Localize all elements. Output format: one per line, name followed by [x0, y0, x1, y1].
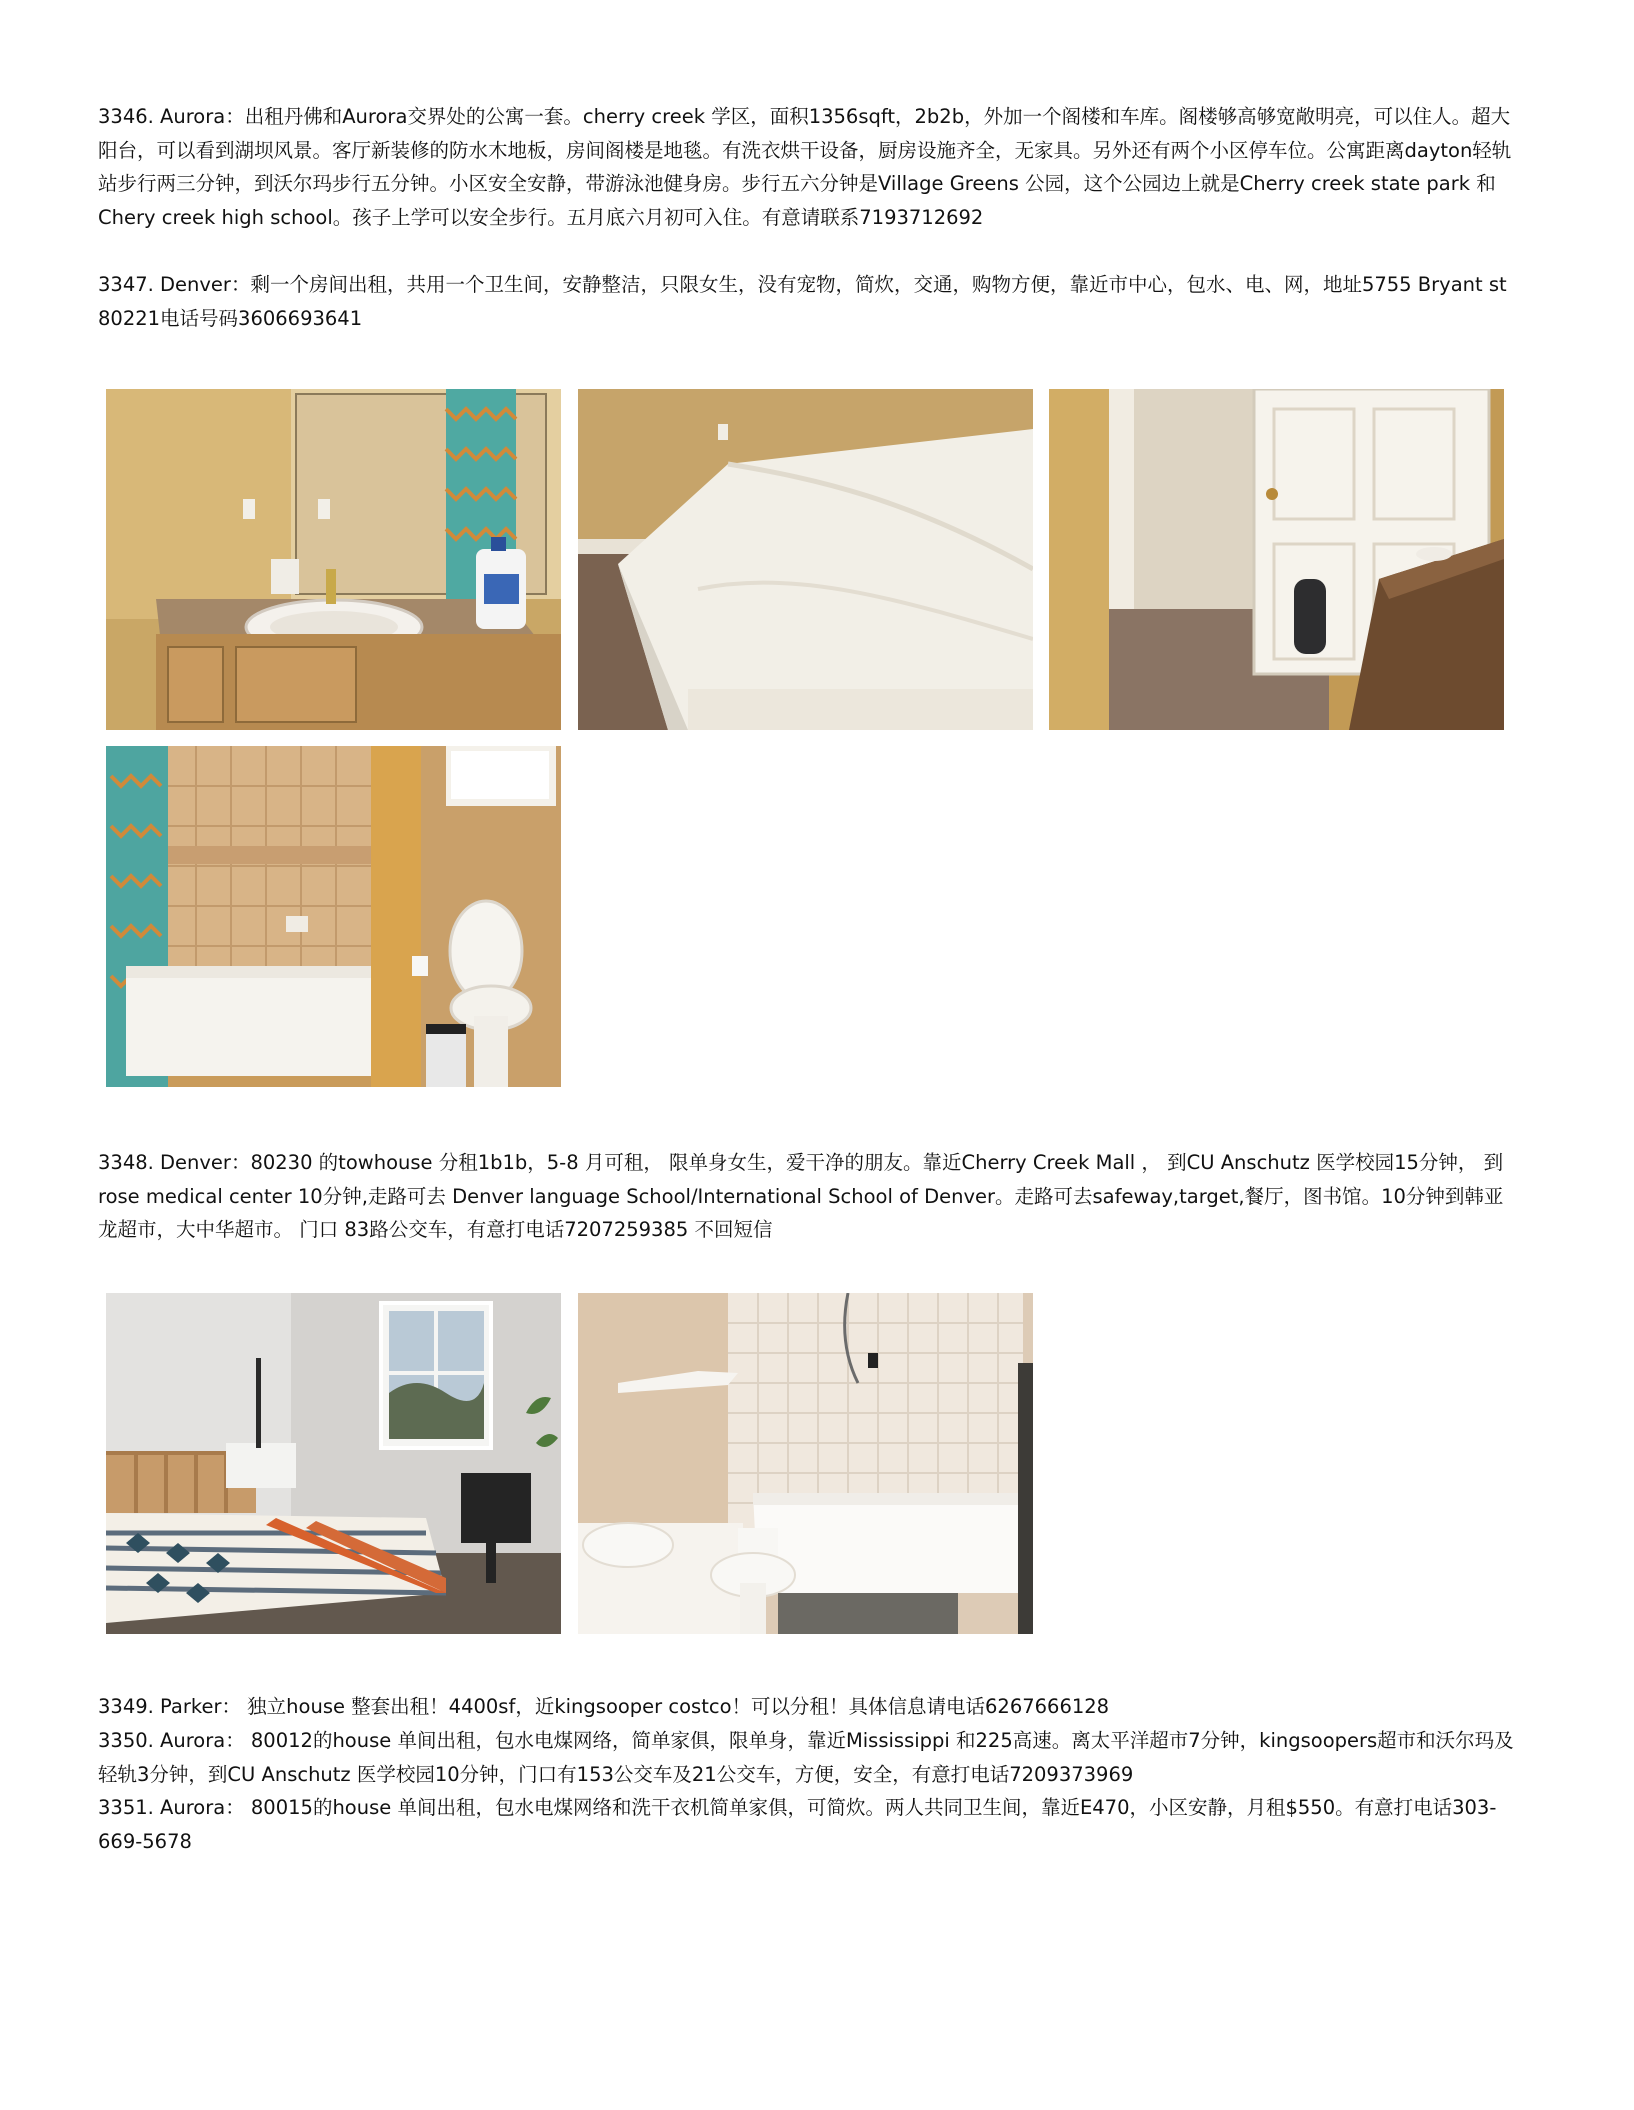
photo-bed — [578, 389, 1033, 730]
listing-3348: 3348. Denver：80230 的towhouse 分租1b1b，5-8 月可租， 限单身女生，爱干净的朋友。靠近Cherry Creek Mall ， 到CU Anschutz 医学校园15分钟， 到rose medical center 10分钟,走路可去 Denver language School/International School of Denver。走路可去safeway,target,餐厅，图书馆。10分钟到韩亚龙超市，大中华超市。 门口 83路公交车，有意打电话7207259385 不回短信 — [98, 1151, 1504, 1241]
listing-3346: 3346. Aurora：出租丹佛和Aurora交界处的公寓一套。cherry creek 学区，面积1356sqft，2b2b，外加一个阁楼和车库。阁楼够高够宽敞明亮，可以住人。超大阳台，可以看到湖坝风景。客厅新装修的防水木地板，房间阁楼是地毯。有洗衣烘干设备，厨房设施齐全，无家具。另外还有两个小区停车位。公寓距离dayton轻轨站步行两三分钟，到沃尔玛步行五分钟。小区安全安静，带游泳池健身房。步行五六分钟是Village Greens 公园，这个公园边上就是Cherry creek state park 和Chery creek high school。孩子上学可以安全步行。五月底六月初可入住。有意请联系7193712692 — [98, 105, 1512, 229]
listing-3350: 3350. Aurora： 80012的house 单间出租，包水电煤网络，简单家俱，限单身，靠近Mississippi 和225高速。离太平洋超市7分钟，kingsoopers超市和沃尔玛及轻轨3分钟，到CU Anschutz 医学校园10分钟，门口有153公交车及21公交车，方便，安全，有意打电话7209373969 — [98, 1729, 1514, 1786]
photo-bedroom-door — [1049, 389, 1504, 730]
photo-bathroom-vanity — [106, 389, 561, 730]
photo-bedroom-bedspread — [106, 1293, 561, 1634]
photo-bathtub-toilet — [106, 746, 561, 1087]
listing-3351: 3351. Aurora： 80015的house 单间出租，包水电煤网络和洗干衣机简单家俱，可简炊。两人共同卫生间，靠近E470，小区安静，月租$550。有意打电话303-669-5678 — [98, 1796, 1497, 1853]
listing-3347: 3347. Denver：剩一个房间出租，共用一个卫生间，安静整洁，只限女生，没有宠物，简炊，交通，购物方便，靠近市中心，包水、电、网，地址5755 Bryant st 80221电话号码3606693641 — [98, 273, 1507, 330]
photo-bathroom-tub — [578, 1293, 1033, 1634]
listing-3349: 3349. Parker： 独立house 整套出租！4400sf，近kingsooper costco！可以分租！具体信息请电话6267666128 — [98, 1695, 1110, 1718]
